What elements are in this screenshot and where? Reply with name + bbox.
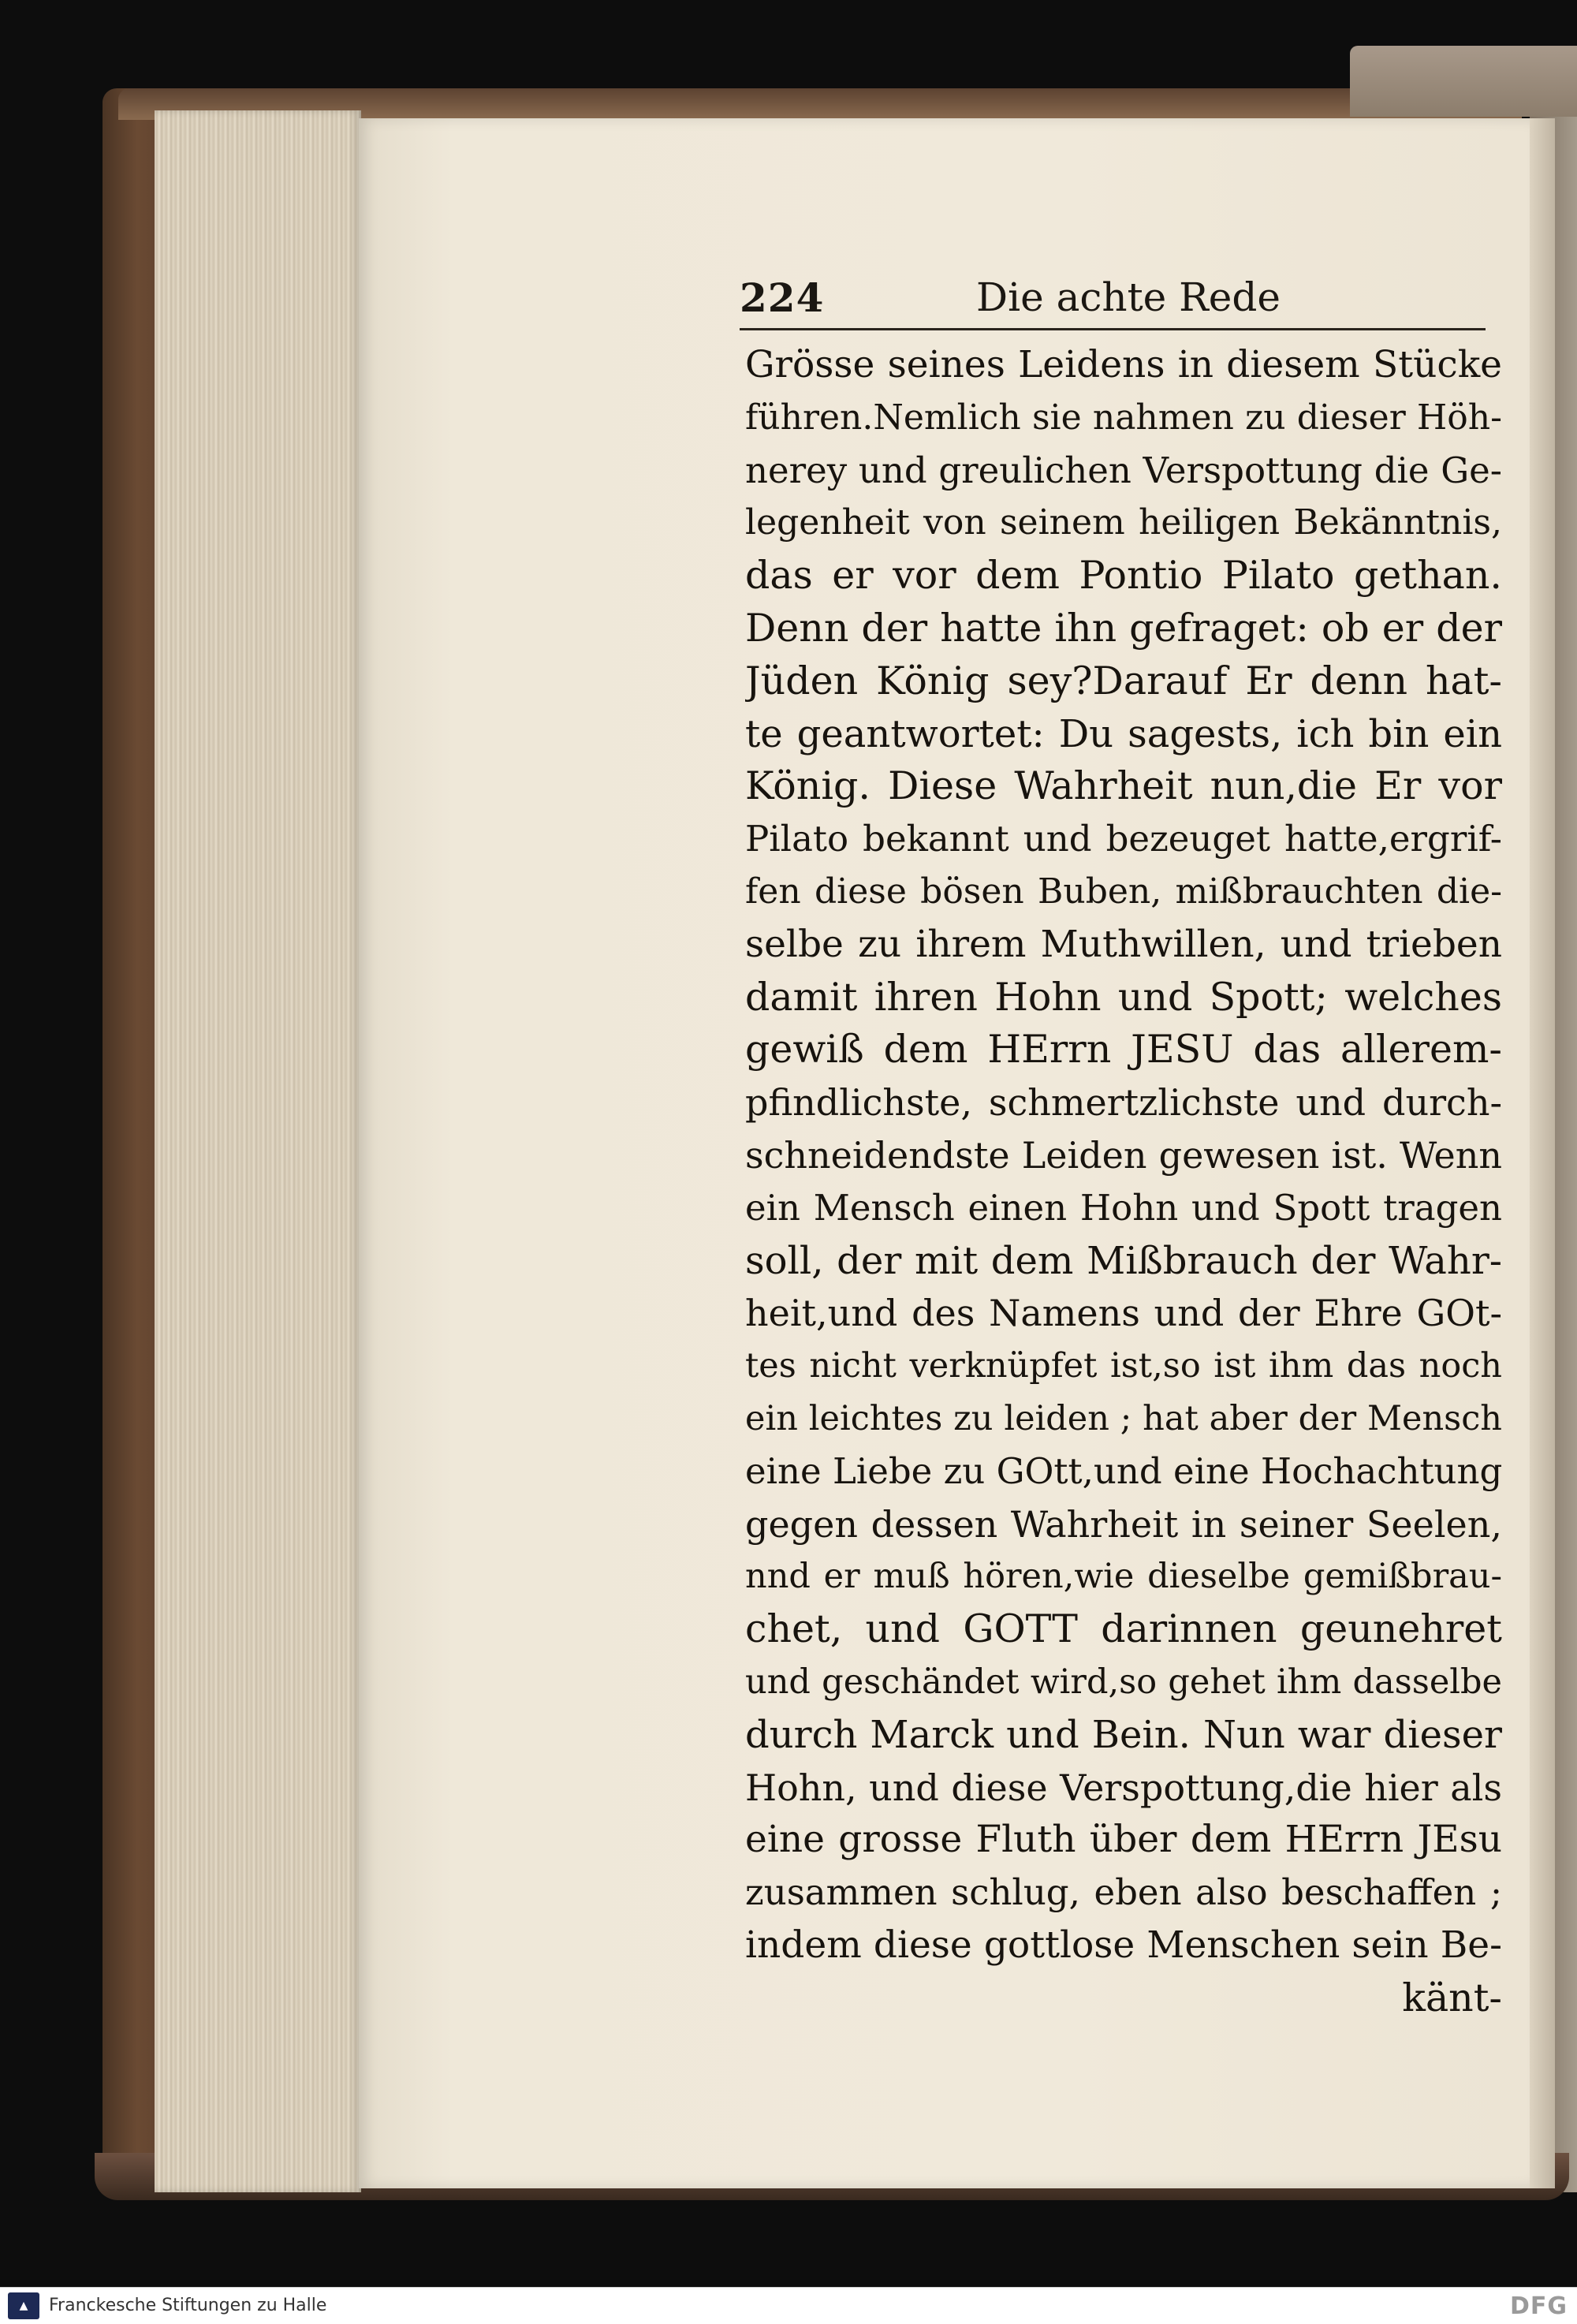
page-block-edges bbox=[155, 110, 361, 2192]
text-line: damit ihren Hohn und Spott; welches bbox=[745, 974, 1502, 1020]
text-line: te geantwortet: Du sagests, ich bin ein bbox=[745, 711, 1502, 756]
text-line: führen.Nemlich sie nahmen zu dieser Höh- bbox=[745, 397, 1502, 438]
institution-name: Franckesche Stiftungen zu Halle bbox=[49, 2296, 327, 2315]
text-line: legenheit von seinem heiligen Bekänntnis, bbox=[745, 502, 1502, 543]
text-line: selbe zu ihrem Muthwillen, und trieben bbox=[745, 922, 1502, 966]
text-line: gewiß dem HErrn JESU das allerem- bbox=[745, 1027, 1502, 1072]
text-line: ein Mensch einen Hohn und Spott tragen bbox=[745, 1186, 1502, 1229]
text-line: chet, und GOTT darinnen geunehret bbox=[745, 1606, 1502, 1652]
text-line: zusammen schlug, eben also beschaffen ; bbox=[745, 1871, 1502, 1914]
text-line: Grösse seines Leidens in diesem Stücke bbox=[745, 343, 1502, 386]
page-number: 224 bbox=[740, 274, 825, 321]
text-line: heit,und des Namens und der Ehre GOt- bbox=[745, 1292, 1502, 1335]
text-line: gegen dessen Wahrheit in seiner Seelen, bbox=[745, 1502, 1502, 1546]
text-line: Hohn, und diese Verspottung,die hier als bbox=[745, 1766, 1502, 1809]
text-line: Jüden König sey?Darauf Er denn hat- bbox=[745, 658, 1502, 703]
catchword: känt- bbox=[1402, 1975, 1502, 2020]
text-line: ein leichtes zu leiden ; hat aber der Mensch bbox=[745, 1398, 1502, 1438]
text-line: eine grosse Fluth über dem HErrn JEsu bbox=[745, 1818, 1502, 1862]
text-line: eine Liebe zu GOtt,und eine Hochachtung bbox=[745, 1449, 1502, 1492]
text-line: durch Marck und Bein. Nun war dieser bbox=[745, 1712, 1502, 1757]
body-text bbox=[745, 339, 1502, 2025]
text-line: Pilato bekannt und bezeuget hatte,ergrif- bbox=[745, 818, 1502, 860]
page-header bbox=[740, 274, 1484, 330]
text-line: indem diese gottlose Menschen sein Be- bbox=[745, 1923, 1502, 1967]
institution-logo-icon: ▲ bbox=[8, 2292, 39, 2319]
running-head: Die achte Rede bbox=[976, 274, 1281, 320]
text-line: schneidendste Leiden gewesen ist. Wenn bbox=[745, 1133, 1502, 1177]
text-line: Denn der hatte ihn gefraget: ob er der bbox=[745, 605, 1502, 651]
text-line: das er vor dem Pontio Pilato gethan. bbox=[745, 553, 1502, 599]
text-line: und geschändet wird,so gehet ihm dasselbe bbox=[745, 1662, 1502, 1702]
text-line: pfindlichste, schmertzlichste und durch- bbox=[745, 1081, 1502, 1125]
text-line: nnd er muß hören,wie dieselbe gemißbrau- bbox=[745, 1557, 1502, 1597]
header-rule bbox=[740, 328, 1486, 330]
text-line: fen diese bösen Buben, mißbrauchten die- bbox=[745, 871, 1502, 912]
viewer-footer bbox=[0, 2287, 1577, 2324]
page-right-edge bbox=[1530, 118, 1555, 2188]
text-line: tes nicht verknüpfet ist,so ist ihm das noch bbox=[745, 1346, 1502, 1386]
torn-cover-tab bbox=[1350, 46, 1577, 117]
text-line: nerey und greulichen Verspottung die Ge- bbox=[745, 449, 1502, 491]
text-line: soll, der mit dem Mißbrauch der Wahr- bbox=[745, 1238, 1502, 1283]
text-line: König. Diese Wahrheit nun,die Er vor bbox=[745, 763, 1502, 809]
dfg-logo: DFG bbox=[1509, 2292, 1568, 2320]
